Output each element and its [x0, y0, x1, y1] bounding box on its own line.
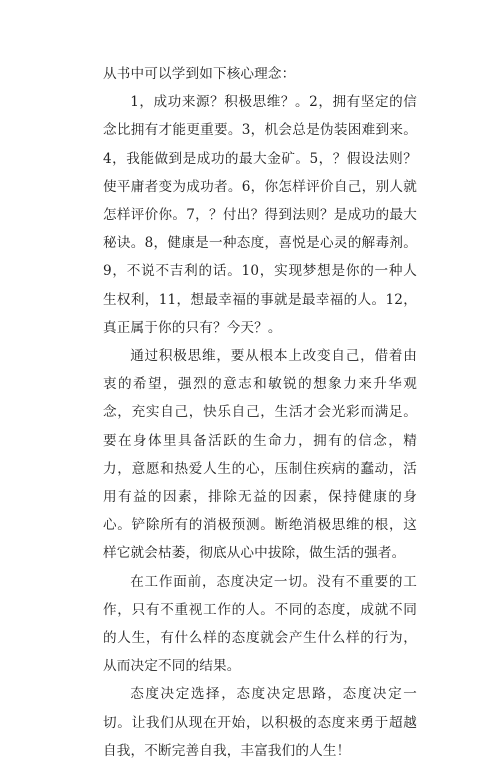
document-body	[103, 60, 417, 765]
principles-paragraph: 1，成功来源？积极思维？。2，拥有坚定的信念比拥有才能更重要。3，机会总是伪装困难到来。4，我能做到是成功的最大金矿。5，？假设法则？使平庸者变为成功者。6，你怎样评价自己，别人就怎样评价你。7，？付出？得到法则？是成功的最大秘诀。8，健康是一种态度，喜悦是心灵的解毒剂。9，不说不吉利的话。10，实现梦想是你的一种人生权利，11，想最幸福的事就是最幸福的人。12，真正属于你的只有？今天？。	[103, 94, 417, 336]
attitude-work-paragraph: 在工作面前，态度决定一切。没有不重要的工作，只有不重视工作的人。不同的态度，成就不同的人生，有什么样的态度就会产生什么样的行为，从而决定不同的结果。	[103, 573, 417, 675]
intro-paragraph: 从书中可以学到如下核心理念：	[103, 66, 296, 82]
positive-thinking-paragraph: 通过积极思维，要从根本上改变自己，借着由衷的希望，强烈的意志和敏锐的想象力来升华观念，充实自己，快乐自己，生活才会光彩而满足。要在身体里具备活跃的生命力，拥有的信念，精力，意愿和热爱人生的心，压制住疾病的蠢动，活用有益的因素，排除无益的因素，保持健康的身心。铲除所有的消极预测。断绝消极思维的根，这样它就会枯萎，彻底从心中拔除，做生活的强者。	[103, 348, 417, 562]
conclusion-paragraph: 态度决定选择，态度决定思路，态度决定一切。让我们从现在开始，以积极的态度来勇于超越自我，不断完善自我，丰富我们的人生！	[103, 686, 417, 759]
